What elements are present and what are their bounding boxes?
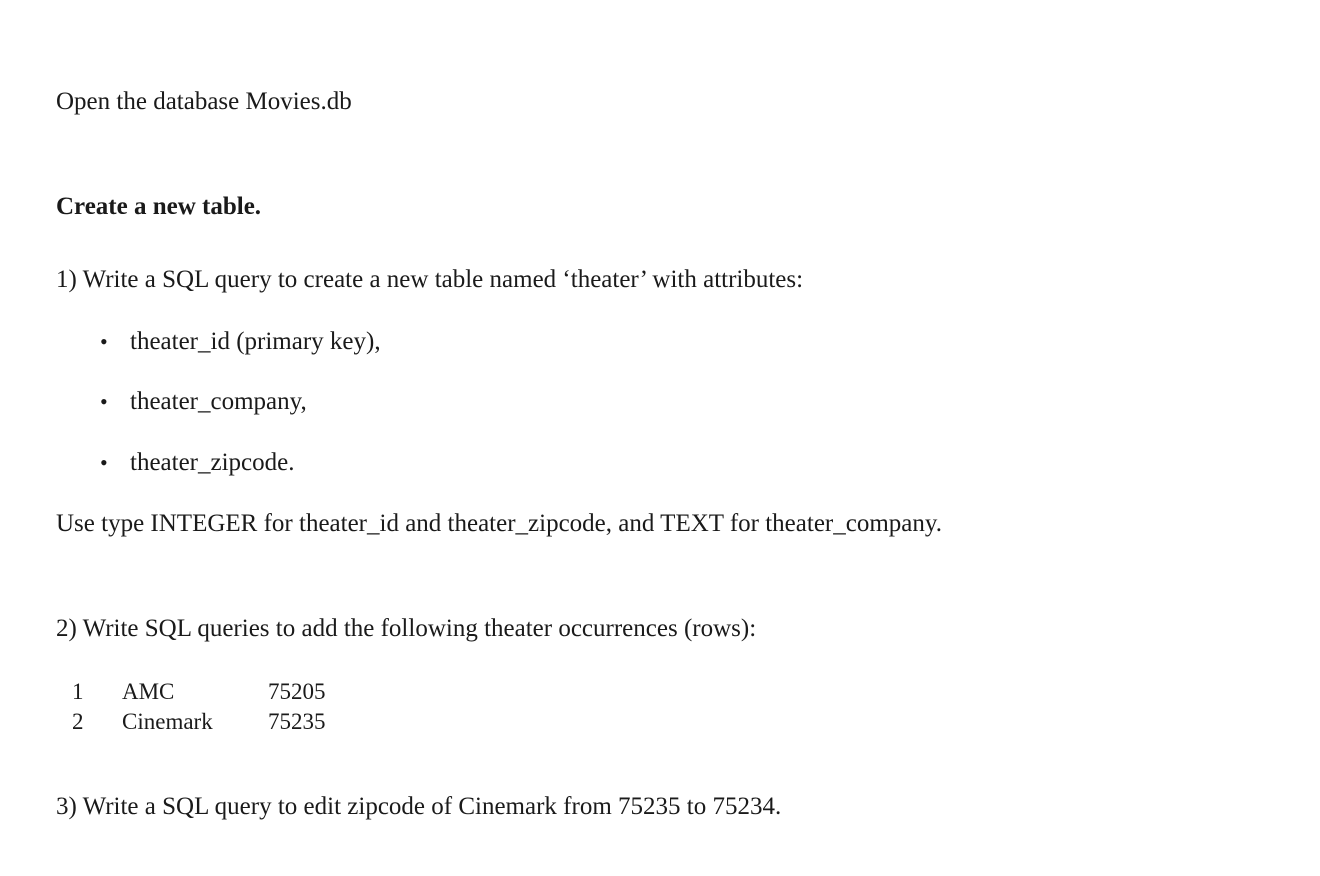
- document-page: [56, 0, 1296, 876]
- table-row: [68, 677, 364, 707]
- attribute-list-item: [100, 386, 307, 418]
- attribute-text: theater_company,: [130, 388, 307, 415]
- row-company: AMC: [122, 679, 175, 704]
- bullet-icon: •: [100, 389, 108, 414]
- task-1-note: Use type INTEGER for theater_id and theater_zipcode, and TEXT for theater_company.: [56, 510, 943, 537]
- attribute-text: theater_zipcode.: [130, 449, 295, 476]
- attribute-list-item: [100, 326, 381, 358]
- row-id: 2: [72, 709, 84, 734]
- row-zipcode: 75205: [268, 679, 326, 704]
- row-zipcode: 75235: [268, 709, 326, 734]
- section-heading: Create a new table.: [56, 193, 262, 220]
- attribute-text: theater_id (primary key),: [130, 328, 381, 355]
- bullet-icon: •: [100, 329, 108, 354]
- theater-rows-table: [68, 677, 364, 737]
- row-company: Cinemark: [122, 709, 213, 734]
- task-3-text: 3) Write a SQL query to edit zipcode of Cinemark from 75235 to 75234.: [56, 793, 782, 820]
- intro-text: Open the database Movies.db: [56, 88, 352, 115]
- row-id: 1: [72, 679, 84, 704]
- bullet-icon: •: [100, 450, 108, 475]
- task-1-text: 1) Write a SQL query to create a new table named ‘theater’ with attributes:: [56, 266, 804, 293]
- table-row: [68, 707, 364, 737]
- task-2-text: 2) Write SQL queries to add the following theater occurrences (rows):: [56, 615, 757, 642]
- attribute-list-item: [100, 447, 295, 479]
